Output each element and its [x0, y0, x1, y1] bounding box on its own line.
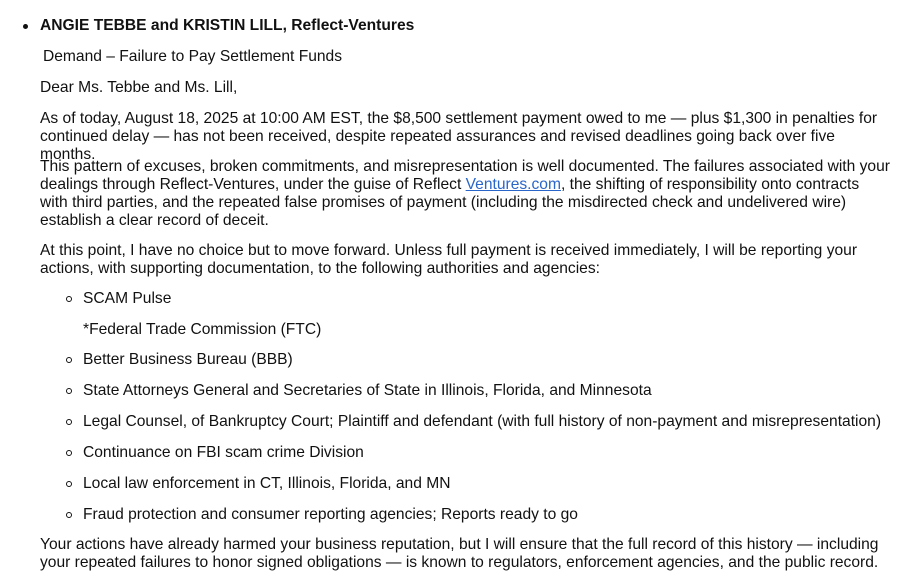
paragraph-consequences: Your actions have already harmed your business reputation, but I will ensure that the full record of this history — including your repeated failures to honor signed obligations — is known to regulators, enforcement agencies, and the public record.: [40, 536, 879, 571]
subject-line: Demand – Failure to Pay Settlement Funds: [43, 48, 343, 65]
list-bullet-icon: [66, 450, 72, 456]
list-bullet-icon: [66, 512, 72, 518]
paragraph-reporting: At this point, I have no choice but to move forward. Unless full payment is received immediately, I will be reporting your actions, with supporting documentation, to the following authorities and agencies:: [40, 242, 858, 277]
list-item: Better Business Bureau (BBB): [83, 351, 293, 368]
list-item: Legal Counsel, of Bankruptcy Court; Plaintiff and defendant (with full history of non-payment and misrepresentation): [83, 413, 882, 430]
list-item: Local law enforcement in CT, Illinois, Florida, and MN: [83, 475, 451, 492]
paragraph-pattern-text-2: , the shifting of responsibility onto contracts with third parties, and the repeated false promises of payment (including the misdirected check and undelivered wire) establish a clear record of deceit.: [40, 176, 860, 229]
paragraph-pattern: [40, 158, 890, 230]
recipient-names: ANGIE TEBBE and KRISTIN LILL, Reflect-Ventures: [40, 17, 415, 34]
list-bullet-icon: [66, 419, 72, 425]
bullet-disc-icon: [23, 24, 28, 29]
paragraph-pattern-text-1: This pattern of excuses, broken commitments, and misrepresentation is well documented. The failures associated with your dealings through Reflect-Ventures, under the guise of Reflect: [40, 158, 890, 193]
salutation: Dear Ms. Tebbe and Ms. Lill,: [40, 79, 238, 96]
list-item: *Federal Trade Commission (FTC): [83, 321, 322, 338]
list-item: Fraud protection and consumer reporting agencies; Reports ready to go: [83, 506, 578, 523]
list-item: Continuance on FBI scam crime Division: [83, 444, 364, 461]
list-item: SCAM Pulse: [83, 290, 172, 307]
ventures-link[interactable]: Ventures.com: [465, 176, 561, 193]
list-bullet-icon: [66, 296, 72, 302]
list-item: State Attorneys General and Secretaries of State in Illinois, Florida, and Minnesota: [83, 382, 652, 399]
paragraph-payment-status: As of today, August 18, 2025 at 10:00 AM EST, the $8,500 settlement payment owed to me — plus $1,300 in penalties for continued delay — has not been received, despite repeated assurances and revised deadlines going back over five months.: [40, 110, 878, 163]
list-bullet-icon: [66, 388, 72, 394]
list-bullet-icon: [66, 357, 72, 363]
list-bullet-icon: [66, 481, 72, 487]
